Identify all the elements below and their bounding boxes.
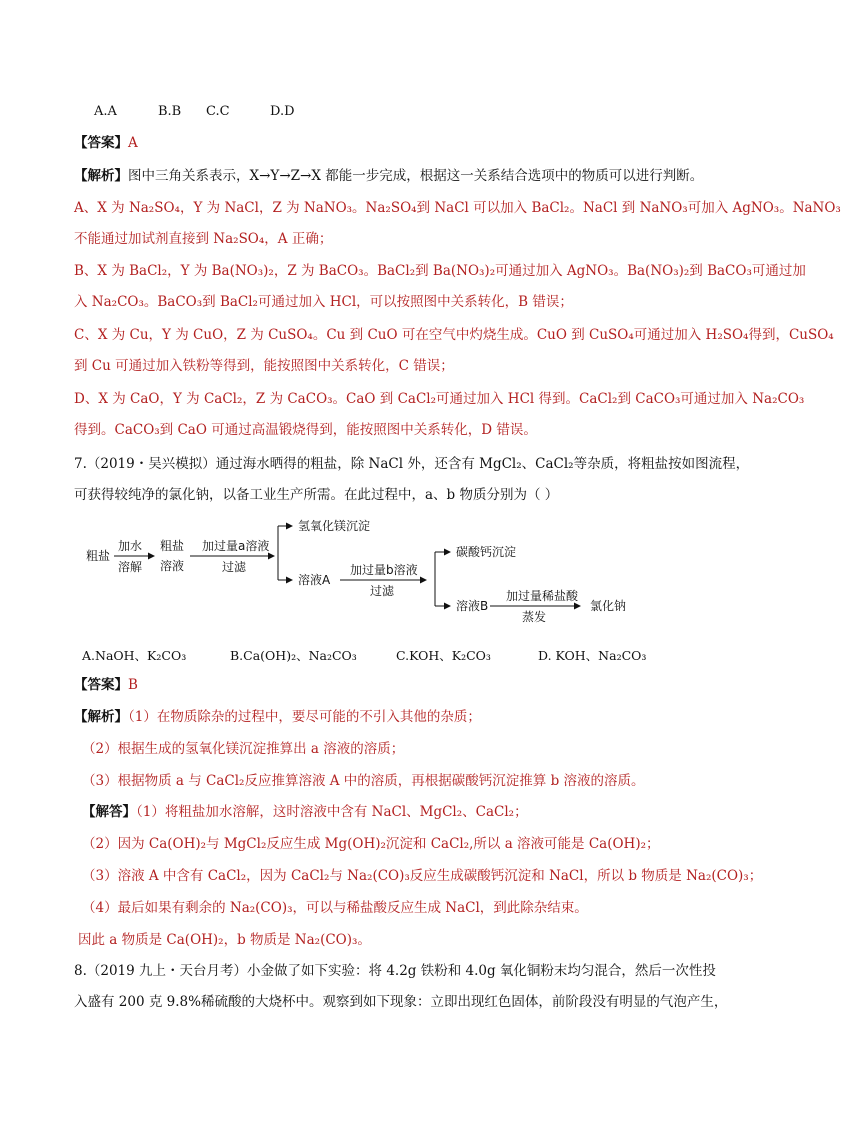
solution-text: （1）将粗盐加水溶解，这时溶液中含有 NaCl、MgCl₂、CaCl₂； xyxy=(136,804,528,820)
option-c: C.C xyxy=(206,104,230,119)
solution-label: 【解答】 xyxy=(82,804,136,820)
q7-conclusion: 因此 a 物质是 Ca(OH)₂，b 物质是 Na₂(CO)₃。 xyxy=(78,932,371,948)
q8-stem: 入盛有 200 克 9.8%稀硫酸的大烧杯中。观察到如下现象：立即出现红色固体，前阶段没有明显的气泡产生， xyxy=(74,994,728,1010)
q6-line: B、X 为 BaCl₂，Y 为 Ba(NO₃)₂，Z 为 BaCO₃。BaCl₂到 Ba(NO₃)₂可通过加入 AgNO₃。Ba(NO₃)₂到 BaCO₃可通过加 xyxy=(74,263,806,279)
q7-solution-line: （4）最后如果有剩余的 Na₂(CO)₃，可以与稀盐酸反应生成 NaCl，到此除杂结束。 xyxy=(82,900,588,916)
step2-bottom-label: 过滤 xyxy=(222,560,247,574)
q6-line: A、X 为 Na₂SO₄，Y 为 NaCl，Z 为 NaNO₃。Na₂SO₄到 NaCl 可以加入 BaCl₂。NaCl 到 NaNO₃可加入 AgNO₃。NaNO₃ xyxy=(74,200,841,216)
q7-analysis-line: （3）根据物质 a 与 CaCl₂反应推算溶液 A 中的溶质，再根据碳酸钙沉淀推算 b 溶液的溶质。 xyxy=(82,773,645,789)
q7-answer xyxy=(74,676,734,694)
product-label: 氯化钠 xyxy=(590,599,627,613)
q7-stem: 可获得较纯净的氯化钠，以备工业生产所需。在此过程中，a、b 物质分别为（ ） xyxy=(74,487,559,503)
q7-option-d: D. KOH、Na₂CO₃ xyxy=(538,648,647,663)
q6-answer xyxy=(74,134,734,152)
prev-question-options xyxy=(94,104,295,119)
precip-mg-label: 氢氧化镁沉淀 xyxy=(298,519,371,533)
option-d: D.D xyxy=(270,104,295,119)
q6-line: 不能通过加试剂直接到 Na₂SO₄，A 正确； xyxy=(74,231,333,247)
q6-line: C、X 为 Cu，Y 为 CuO，Z 为 CuSO₄。Cu 到 CuO 可在空气中灼烧生成。CuO 到 CuSO₄可通过加入 H₂SO₄得到，CuSO₄ xyxy=(74,327,834,343)
answer-label: 【答案】 xyxy=(74,677,128,693)
q7-option-b: B.Ca(OH)₂、Na₂CO₃ xyxy=(230,648,357,663)
analysis-text: 图中三角关系表示，X→Y→Z→X 都能一步完成，根据这一关系结合选项中的物质可以进行判断。 xyxy=(128,168,704,184)
q6-line: 得到。CaCO₃到 CaO 可通过高温锻烧得到，能按照图中关系转化，D 错误。 xyxy=(74,422,537,438)
step4-top-label: 加过量稀盐酸 xyxy=(506,589,579,603)
option-b: B.B xyxy=(158,104,182,119)
solution-top-label: 粗盐 xyxy=(160,539,185,553)
q7-analysis xyxy=(74,708,734,726)
q7-analysis-line: （2）根据生成的氢氧化镁沉淀推算出 a 溶液的溶质； xyxy=(82,741,405,757)
q6-line: D、X 为 CaO，Y 为 CaCl₂，Z 为 CaCO₃。CaO 到 CaCl₂可通过加入 HCl 得到。CaCl₂到 CaCO₃可通过加入 Na₂CO₃ xyxy=(74,391,805,407)
q7-stem: 7.（2019・吴兴模拟）通过海水晒得的粗盐，除 NaCl 外，还含有 MgCl₂、CaCl₂等杂质，将粗盐按如图流程， xyxy=(74,456,750,472)
answer-value: A xyxy=(128,135,138,151)
q7-flow-diagram xyxy=(80,512,660,622)
q8-stem: 8.（2019 九上・天台月考）小金做了如下实验：将 4.2g 铁粉和 4.0g 氧化铜粉末均匀混合，然后一次性投 xyxy=(74,963,716,979)
q7-solution-line: （3）溶液 A 中含有 CaCl₂，因为 CaCl₂与 Na₂(CO)₃反应生成碳酸钙沉淀和 NaCl，所以 b 物质是 Na₂(CO)₃； xyxy=(82,868,763,884)
step2-top-label: 加过量a溶液 xyxy=(202,539,270,553)
analysis-label: 【解析】 xyxy=(74,168,128,184)
step1-top-label: 加水 xyxy=(118,539,143,553)
crude-salt-label: 粗盐 xyxy=(86,549,111,563)
step1-bottom-label: 溶解 xyxy=(118,560,143,574)
q7-option-a: A.NaOH、K₂CO₃ xyxy=(82,648,187,663)
analysis-text: （1）在物质除杂的过程中，要尽可能的不引入其他的杂质； xyxy=(128,709,481,725)
step3-bottom-label: 过滤 xyxy=(370,584,395,598)
q6-line: 到 Cu 可通过加入铁粉等得到，能按照图中关系转化，C 错误； xyxy=(74,358,454,374)
solution-a-label: 溶液A xyxy=(298,573,331,587)
q7-option-c: C.KOH、K₂CO₃ xyxy=(396,648,491,663)
option-a: A.A xyxy=(94,104,117,119)
q6-analysis-intro xyxy=(74,167,734,185)
analysis-label: 【解析】 xyxy=(74,709,128,725)
q6-line: 入 Na₂CO₃。BaCO₃到 BaCl₂可通过加入 HCl，可以按照图中关系转化，B 错误； xyxy=(74,294,573,310)
q7-solution xyxy=(82,803,742,821)
precip-ca-label: 碳酸钙沉淀 xyxy=(456,545,517,559)
answer-value: B xyxy=(128,677,138,693)
step3-top-label: 加过量b溶液 xyxy=(350,563,418,577)
q7-solution-line: （2）因为 Ca(OH)₂与 MgCl₂反应生成 Mg(OH)₂沉淀和 CaCl₂,所以 a 溶液可能是 Ca(OH)₂； xyxy=(82,836,660,852)
solution-bottom-label: 溶液 xyxy=(160,559,185,573)
answer-label: 【答案】 xyxy=(74,135,128,151)
step4-bottom-label: 蒸发 xyxy=(522,610,547,624)
solution-b-label: 溶液B xyxy=(456,599,489,613)
